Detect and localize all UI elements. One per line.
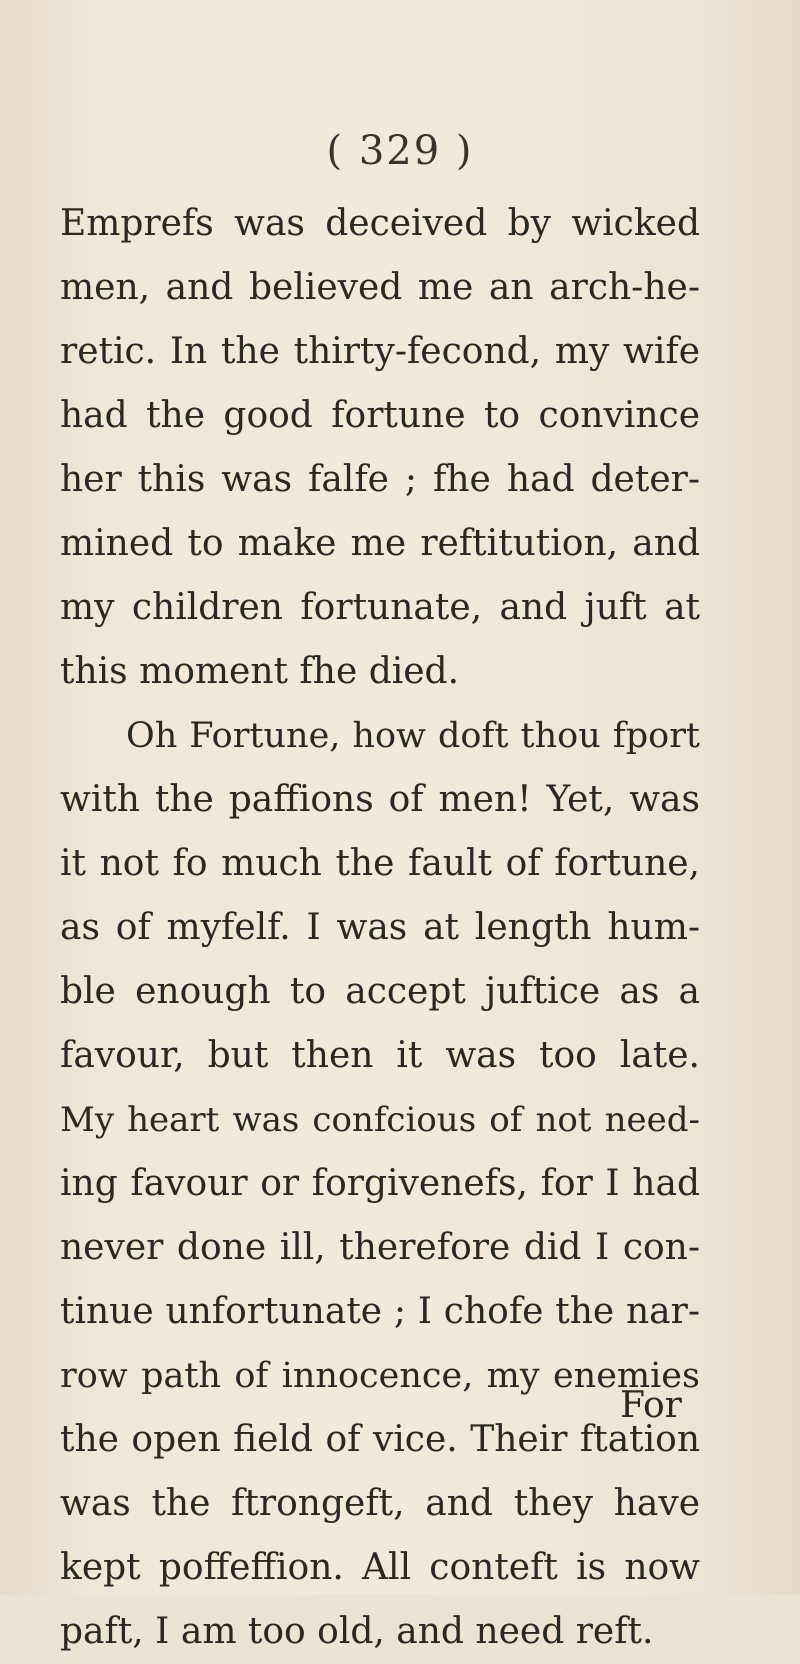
catchword: For [620,1385,682,1426]
text-line: mined to make me reftitution, and [60,523,700,564]
text-line: her this was falfe ; fhe had deter- [60,459,700,500]
text-line: the open field of vice. Their ftation [60,1419,700,1460]
text-line: kept poffeffion. All conteft is now [60,1547,700,1588]
text-line: had the good fortune to convince [60,395,700,436]
text-line: my children fortunate, and juft at [60,587,700,628]
text-line: favour, but then it was too late. [60,1035,700,1076]
text-line: never done ill, therefore did I con- [60,1227,700,1268]
text-line: with the paffions of men! Yet, was [60,779,700,820]
text-line: row path of innocence, my enemies [60,1356,700,1396]
text-line: retic. In the thirty-fecond, my wife [60,331,700,372]
text-line: My heart was confcious of not need- [60,1100,700,1140]
text-line: paft, I am too old, and need reft. [60,1611,654,1652]
text-line: it not fo much the fault of fortune, [60,843,700,884]
text-line: as of myfelf. I was at length hum- [60,907,700,948]
text-line: men, and believed me an arch-he- [60,267,700,308]
text-line: Oh Fortune, how doft thou fport [126,716,700,756]
text-line: tinue unfortunate ; I chofe the nar- [60,1291,700,1332]
body-text [60,192,700,1664]
text-line: ble enough to accept juftice as a [60,971,700,1012]
text-line: was the ftrongeft, and they have [60,1483,700,1524]
text-line: this moment fhe died. [60,651,460,692]
page-number: ( 329 ) [326,128,474,174]
text-line: ing favour or forgivenefs, for I had [60,1163,700,1204]
text-line: Emprefs was deceived by wicked [60,203,700,244]
